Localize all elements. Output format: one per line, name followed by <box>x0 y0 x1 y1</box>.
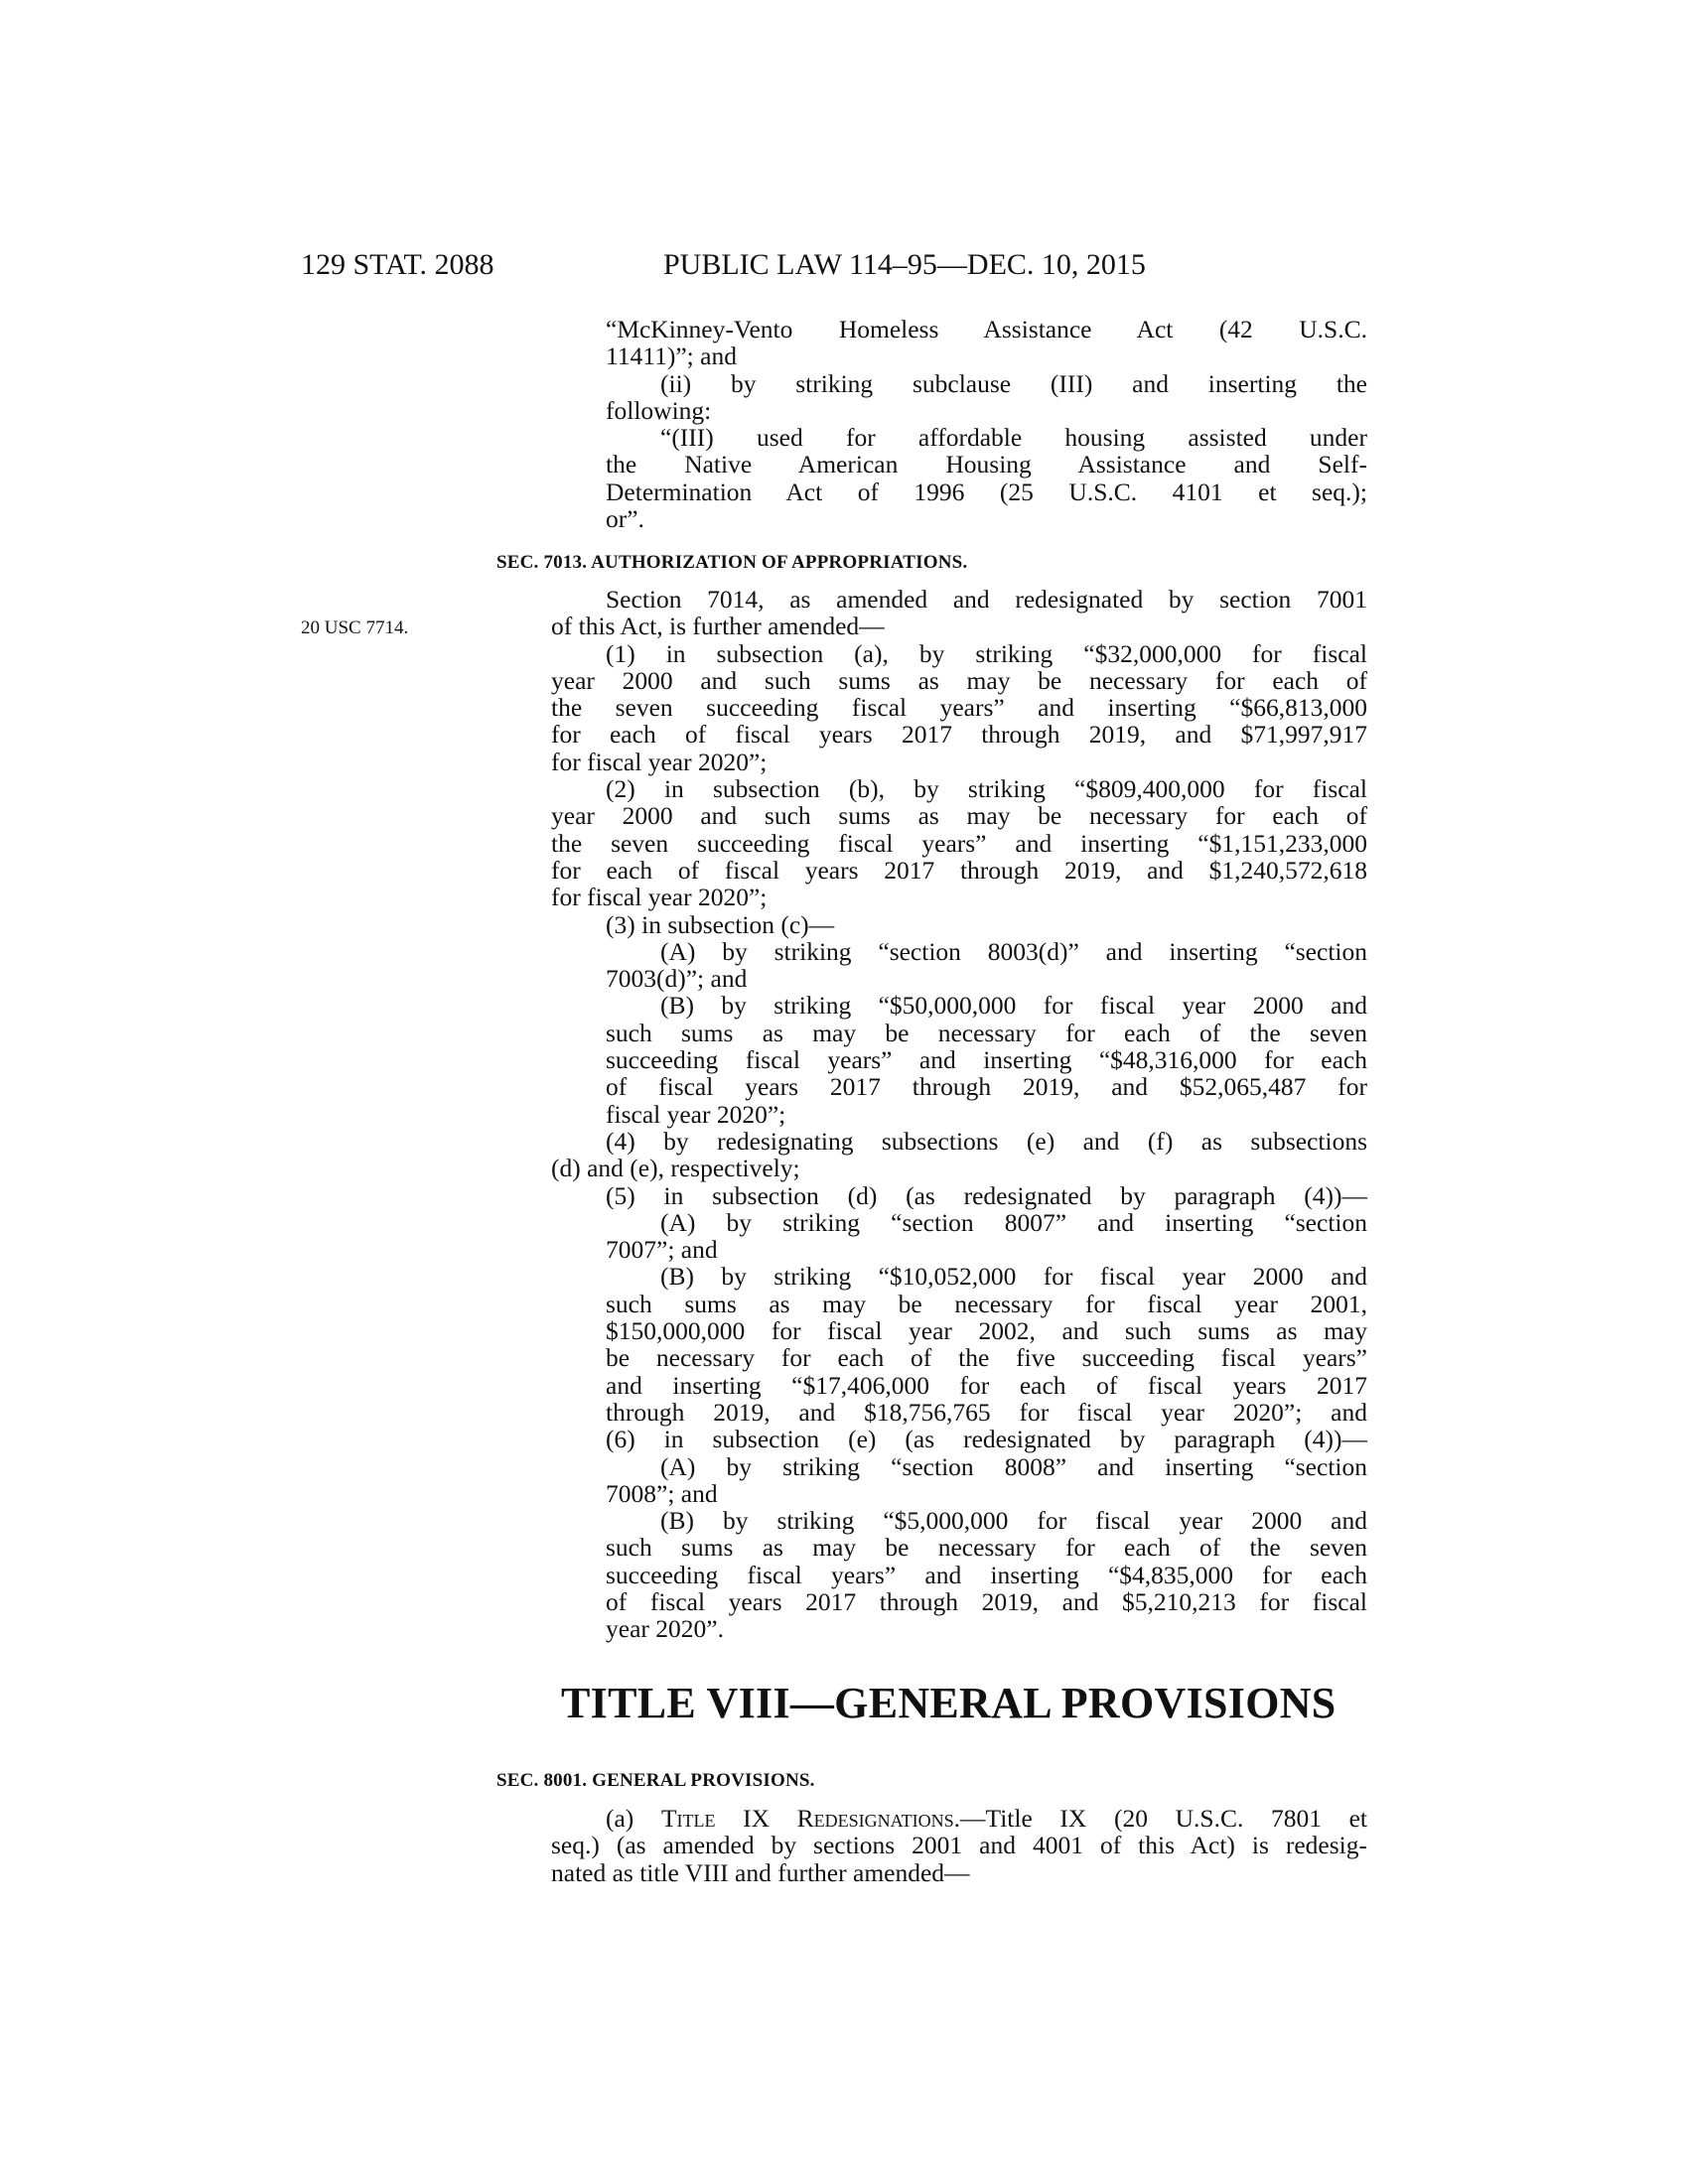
text-line: “(III) used for affordable housing assisted under <box>660 423 1367 453</box>
text-line: the Native American Housing Assistance and Self- <box>606 450 1367 479</box>
text-line: fiscal year 2020”; <box>606 1099 786 1129</box>
law-reference: PUBLIC LAW 114–95—DEC. 10, 2015 <box>663 248 1146 281</box>
text-line: year 2000 and such sums as may be necessary for each of <box>551 665 1367 695</box>
text-line: of fiscal years 2017 through 2019, and $5,210,213 for fiscal <box>606 1586 1367 1616</box>
text-line: Section 7014, as amended and redesignated by section 7001 <box>606 585 1367 614</box>
text-line: (B) by striking “$10,052,000 for fiscal year 2000 and <box>660 1262 1367 1292</box>
text-line: such sums as may be necessary for fiscal year 2001, <box>606 1289 1367 1318</box>
text-line: 7008”; and <box>606 1478 718 1508</box>
text-line: nated as title VIII and further amended— <box>551 1857 970 1887</box>
text-line: (A) by striking “section 8008” and inserting “section <box>660 1451 1367 1481</box>
section-8001-body <box>551 1805 1367 1886</box>
text-line: (4) by redesignating subsections (e) and (f) as subsections <box>606 1126 1367 1156</box>
text-line: “McKinney-Vento Homeless Assistance Act (42 U.S.C. <box>606 315 1367 343</box>
text-line: such sums as may be necessary for each of the seven <box>606 1018 1367 1047</box>
paragraph-a-heading: Title IX Redesignations <box>660 1804 954 1833</box>
text-line: (ii) by striking subclause (III) and inserting the <box>660 368 1367 398</box>
text-line: or”. <box>606 504 644 534</box>
text-line: succeeding fiscal years” and inserting “$4,835,000 for each <box>606 1560 1367 1589</box>
text-line: Determination Act of 1996 (25 U.S.C. 4101 et seq.); <box>606 477 1367 506</box>
text-line: of fiscal years 2017 through 2019, and $52,065,487 for <box>606 1072 1367 1102</box>
text-line: (B) by striking “$50,000,000 for fiscal year 2000 and <box>660 991 1367 1021</box>
text-line: (B) by striking “$5,000,000 for fiscal year 2000 and <box>660 1506 1367 1536</box>
text-line: year 2020”. <box>606 1614 724 1644</box>
text-line: (5) in subsection (d) (as redesignated by paragraph (4))— <box>606 1180 1367 1210</box>
section-7013-body <box>551 586 1367 1643</box>
text-line: (6) in subsection (e) (as redesignated by paragraph (4))— <box>606 1425 1367 1454</box>
text-line: year 2000 and such sums as may be necessary for each of <box>551 801 1367 831</box>
text-line: 11411)”; and <box>606 341 737 371</box>
paragraph-a-label: (a) <box>606 1804 661 1833</box>
text-line: of this Act, is further amended— <box>551 612 885 641</box>
text-line: succeeding fiscal years” and inserting “$48,316,000 for each <box>606 1045 1367 1075</box>
text-line: and inserting “$17,406,000 for each of fiscal years 2017 <box>606 1370 1367 1400</box>
text-line: the seven succeeding fiscal years” and inserting “$1,151,233,000 <box>551 828 1367 858</box>
text-line: seq.) (as amended by sections 2001 and 4001 of this Act) is redesig- <box>551 1831 1367 1860</box>
text-line: (A) by striking “section 8007” and inserting “section <box>660 1207 1367 1237</box>
text-line: 7003(d)”; and <box>606 964 748 994</box>
paragraph-a-text: .—Title IX (20 U.S.C. 7801 et <box>953 1804 1367 1833</box>
text-line: (3) in subsection (c)— <box>606 909 835 939</box>
text-line: for each of fiscal years 2017 through 2019, and $1,240,572,618 <box>551 855 1367 885</box>
paragraph-a-continuation <box>551 1832 1367 1886</box>
paragraph-a-first-line <box>551 1805 1367 1832</box>
title-heading: TITLE VIII—GENERAL PROVISIONS <box>561 1679 1336 1727</box>
text-line: for each of fiscal years 2017 through 2019, and $71,997,917 <box>551 720 1367 750</box>
text-line: (1) in subsection (a), by striking “$32,000,000 for fiscal <box>606 638 1367 668</box>
amendment-text-continuation <box>551 316 1367 532</box>
text-line: following: <box>606 395 712 425</box>
text-line: 7007”; and <box>606 1235 718 1265</box>
text-line: (2) in subsection (b), by striking “$809,400,000 for fiscal <box>606 774 1367 804</box>
stat-reference: 129 STAT. 2088 <box>301 248 494 281</box>
text-line: such sums as may be necessary for each of the seven <box>606 1533 1367 1563</box>
margin-citation: 20 USC 7714. <box>301 617 409 638</box>
text-line: for fiscal year 2020”; <box>551 883 768 912</box>
text-line: $150,000,000 for fiscal year 2002, and such sums as may <box>606 1316 1367 1346</box>
text-line: (d) and (e), respectively; <box>551 1154 800 1183</box>
text-line: for fiscal year 2020”; <box>551 747 768 776</box>
section-heading-7013: SEC. 7013. AUTHORIZATION OF APPROPRIATIONS. <box>496 552 968 573</box>
text-line: through 2019, and $18,756,765 for fiscal year 2020”; and <box>606 1397 1367 1427</box>
section-heading-8001: SEC. 8001. GENERAL PROVISIONS. <box>496 1770 815 1791</box>
text-line: (A) by striking “section 8003(d)” and inserting “section <box>660 936 1367 966</box>
text-line: be necessary for each of the five succeeding fiscal years” <box>606 1343 1367 1373</box>
text-line: the seven succeeding fiscal years” and inserting “$66,813,000 <box>551 693 1367 723</box>
